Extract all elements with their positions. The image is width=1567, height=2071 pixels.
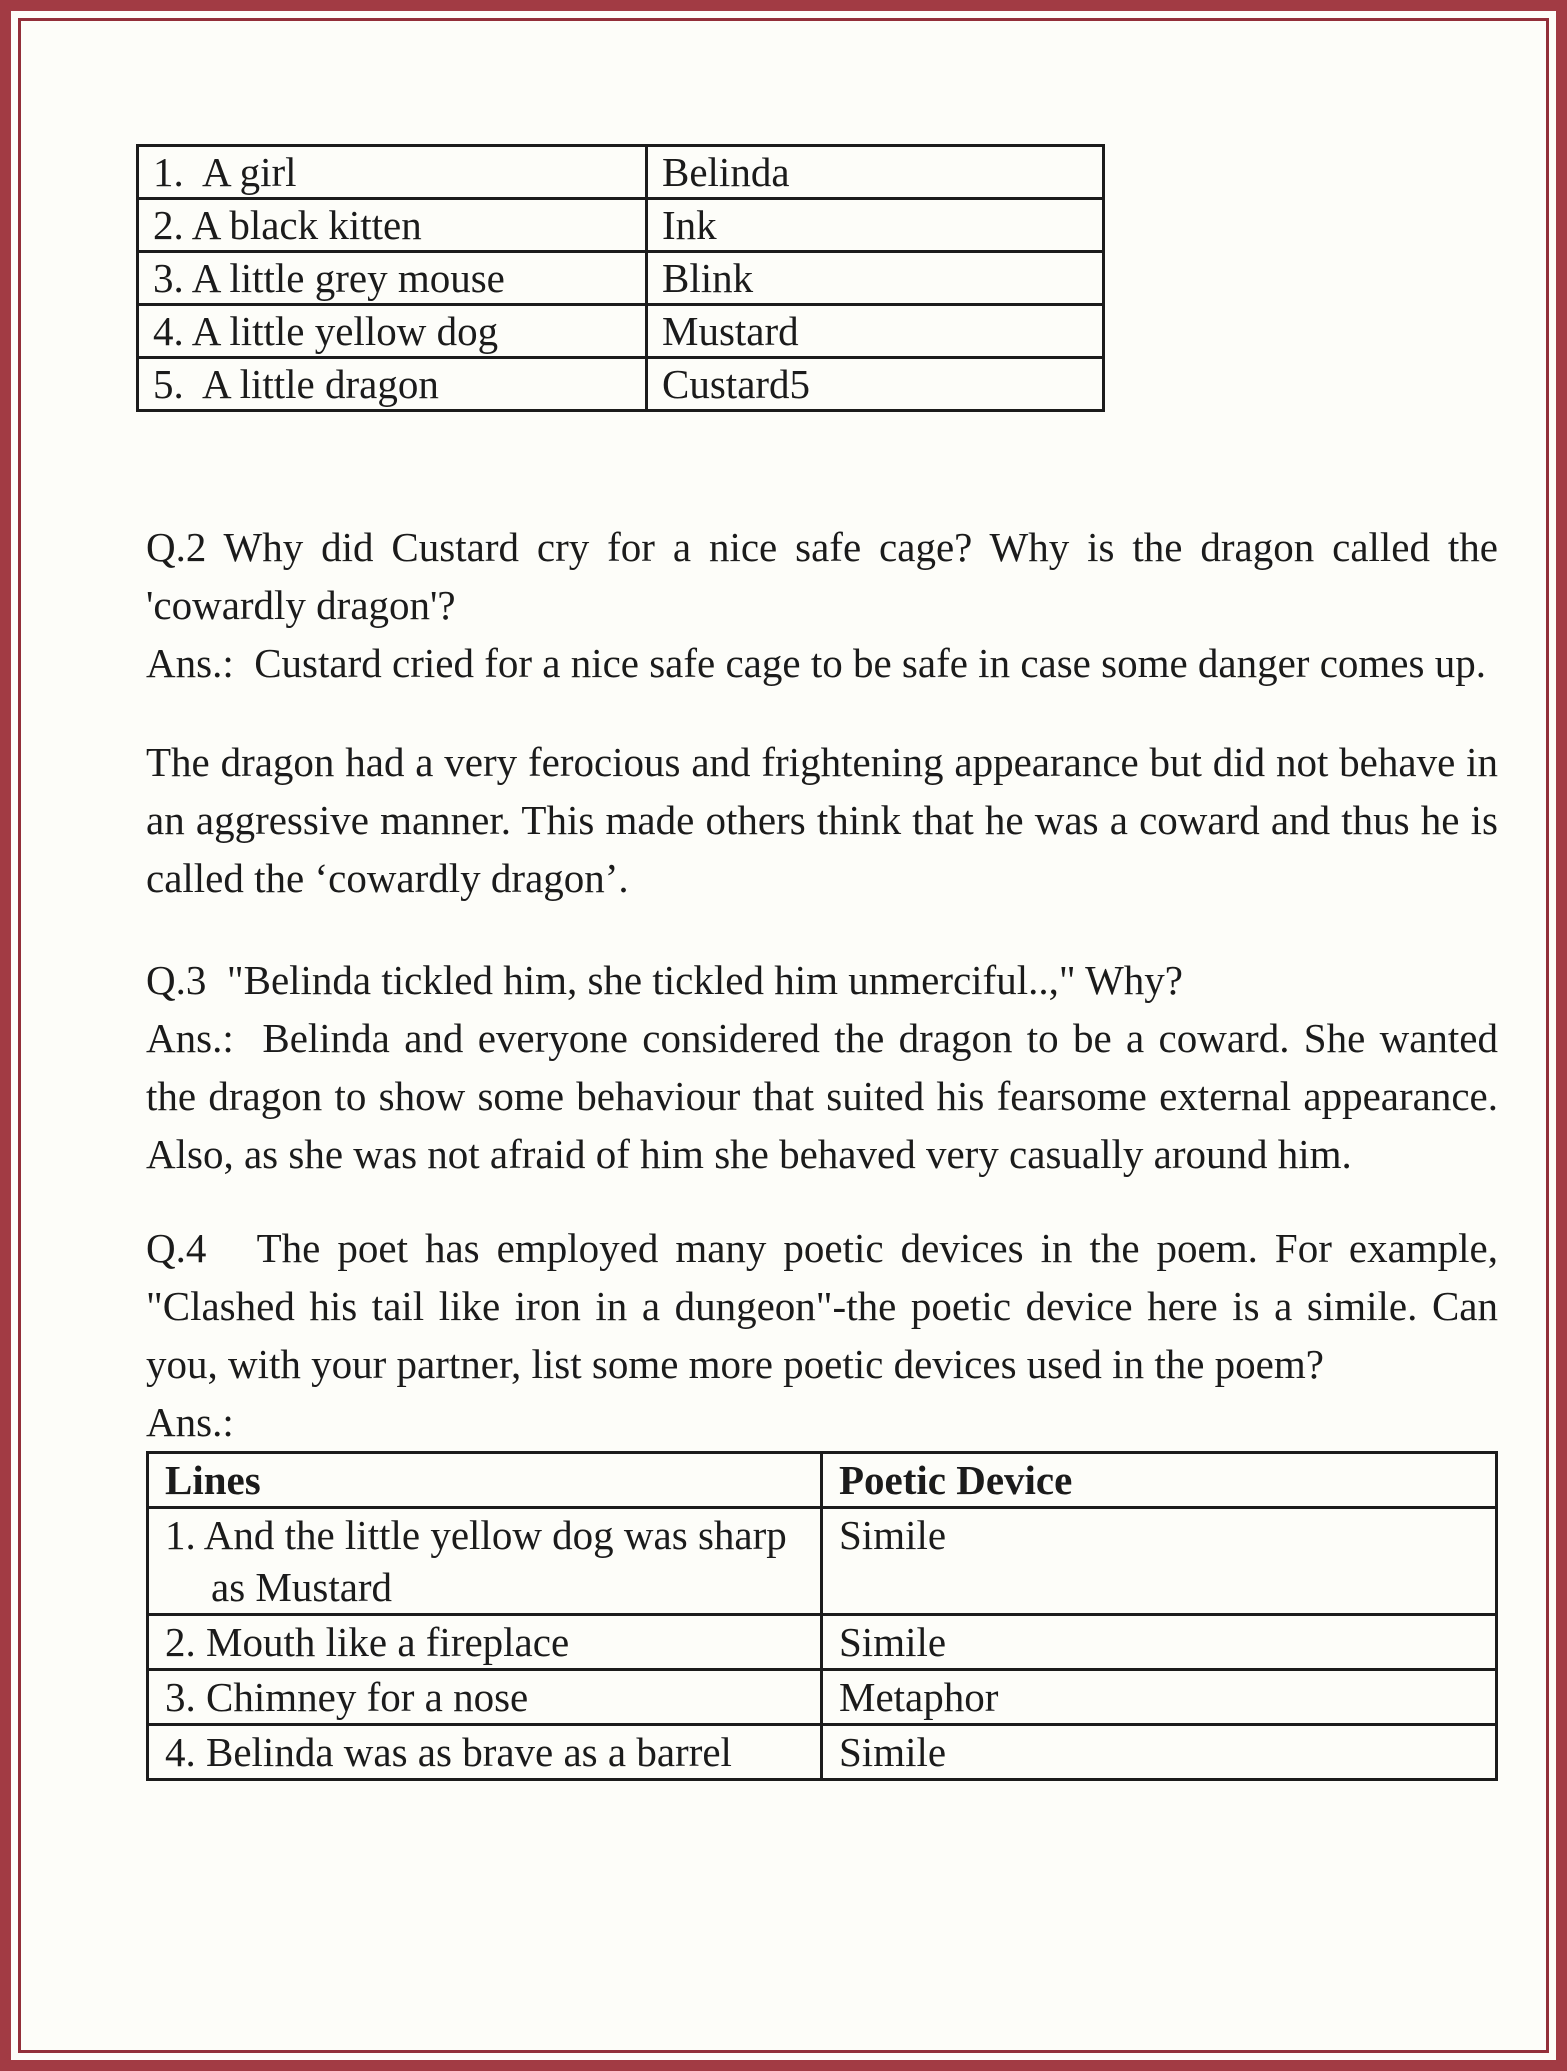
table-row [138,252,1104,305]
poetic-device-table [146,1451,1498,1781]
table-row [148,1615,1497,1670]
character-name: Belinda [647,146,1104,199]
device-cell: Metaphor [822,1670,1497,1725]
line-text: 1. And the little yellow dog was sharp as Mustard [165,1512,787,1610]
device-cell: Simile [822,1725,1497,1780]
device-cell: Simile [822,1615,1497,1670]
character-item: 5. A little dragon [138,358,647,411]
line-text: 3. Chimney for a nose [165,1674,529,1720]
line-cell [148,1725,822,1780]
character-item: 4. A little yellow dog [138,305,647,358]
line-cell [148,1670,822,1725]
character-name: Custard5 [647,358,1104,411]
line-text: 2. Mouth like a fireplace [165,1619,570,1665]
lines-header: Lines [148,1453,822,1508]
character-item: 3. A little grey mouse [138,252,647,305]
table-row [138,305,1104,358]
page-content [146,11,1498,1781]
poetic-device-header: Poetic Device [822,1453,1497,1508]
table-row [138,358,1104,411]
device-cell: Simile [822,1508,1497,1615]
table-row [138,146,1104,199]
line-cell [148,1615,822,1670]
table-row [138,199,1104,252]
character-name: Blink [647,252,1104,305]
q3-question: Q.3 "Belinda tickled him, she tickled him unmerciful..," Why? [146,957,1183,1003]
q4-answer-label: Ans.: [146,1399,234,1445]
line-text: 4. Belinda was as brave as a barrel [165,1729,732,1775]
line-cell [148,1508,822,1615]
character-item: 2. A black kitten [138,199,647,252]
q2-answer-extra: The dragon had a very ferocious and frightening appearance but did not behave in an aggressive manner. This made others think that he was a coward and thus he is called the ‘cowardly dragon’. [146,739,1498,901]
q2-question: Q.2 Why did Custard cry for a nice safe cage? Why is the dragon called the 'cowardly dragon'? [146,524,1498,628]
table-row [148,1670,1497,1725]
character-name: Mustard [647,305,1104,358]
character-table [136,144,1105,412]
character-item: 1. A girl [138,146,647,199]
q3-answer: Ans.: Belinda and everyone considered the dragon to be a coward. She wanted the dragon to show some behaviour that suited his fearsome external appearance. Also, as she was not afraid of him she behaved very casually around him. [146,1015,1498,1177]
table-row [148,1725,1497,1780]
q2-answer: Ans.: Custard cried for a nice safe cage to be safe in case some danger comes up. [146,640,1486,686]
table-row [148,1508,1497,1615]
character-name: Ink [647,199,1104,252]
q4-question: Q.4 The poet has employed many poetic devices in the poem. For example, "Clashed his tail like iron in a dungeon"-the poetic device here is a simile. Can you, with your partner, list some more poetic devices used in the poem? [146,1225,1498,1387]
table-header-row [148,1453,1497,1508]
